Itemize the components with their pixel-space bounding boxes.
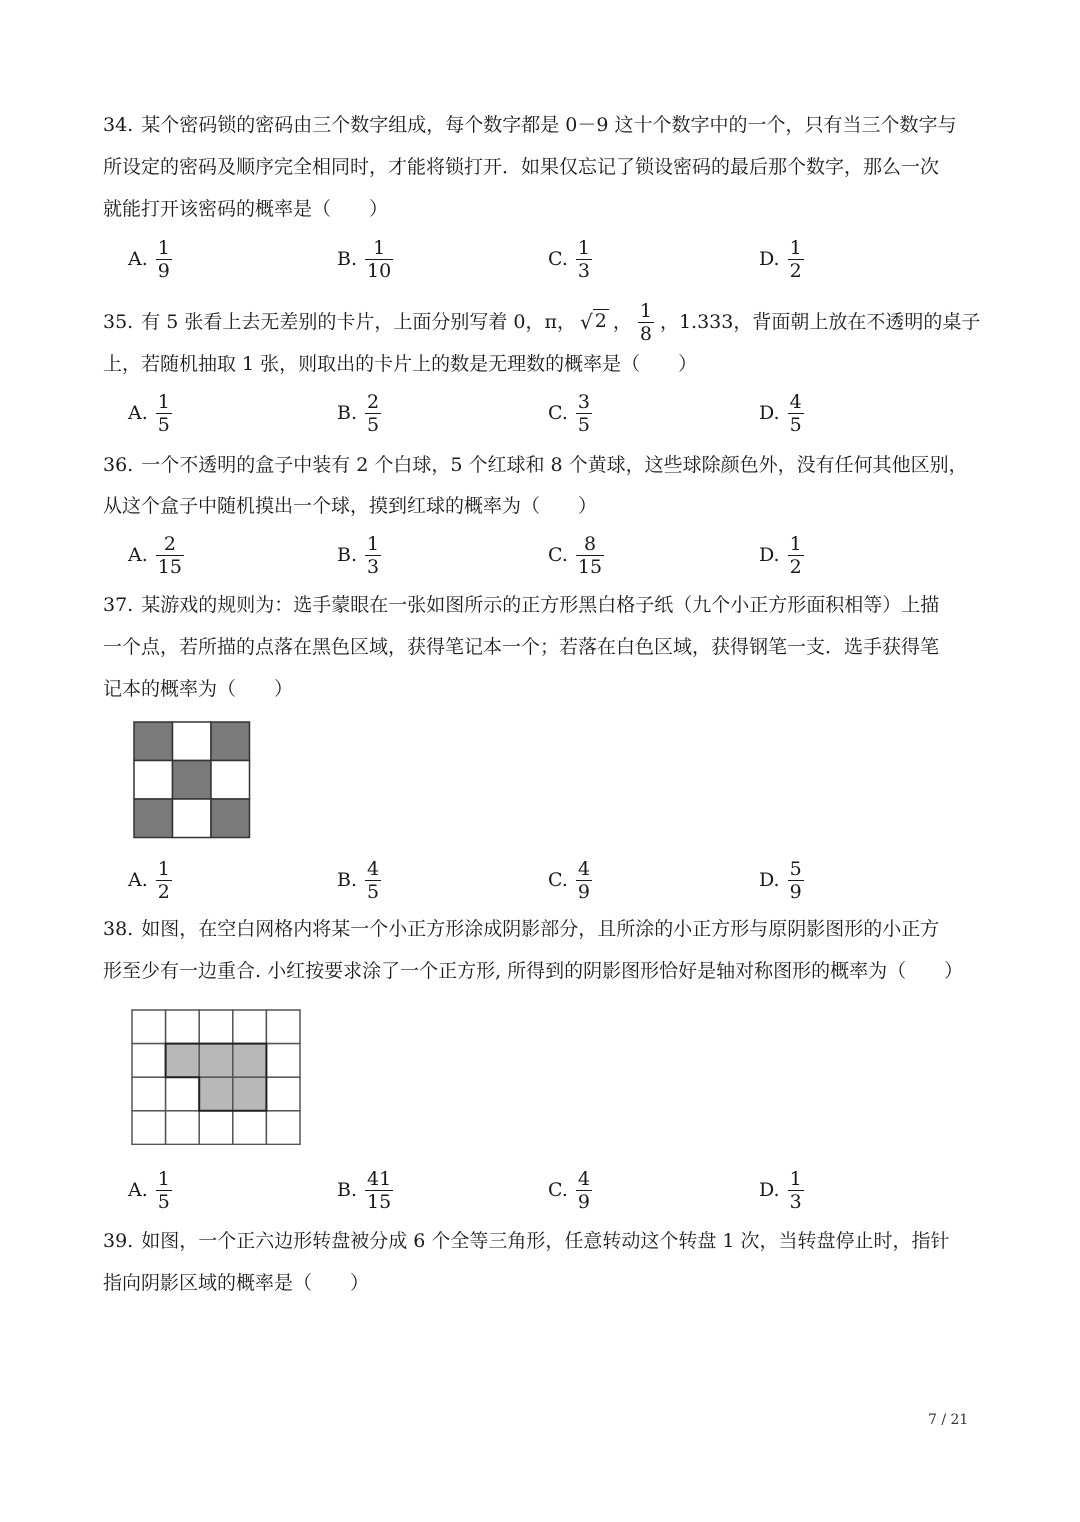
- option-label: D.: [759, 1179, 780, 1201]
- option-label: C.: [548, 544, 568, 566]
- q39-line-2: 指向阴影区域的概率是（ ）: [103, 1272, 370, 1294]
- blank-cell: [266, 1077, 300, 1111]
- option-b: [337, 234, 393, 284]
- blank-cell: [266, 1111, 300, 1145]
- option-fraction: [576, 392, 592, 435]
- blank-cell: [211, 761, 250, 800]
- option-label: D.: [759, 248, 780, 270]
- fraction-denominator: 9: [157, 259, 170, 282]
- option-fraction: [788, 534, 804, 577]
- fraction-numerator: 4: [367, 857, 380, 880]
- option-b: [337, 530, 381, 580]
- shaded-cell: [211, 722, 250, 761]
- fraction-denominator: 3: [789, 1190, 802, 1213]
- option-b: [337, 1165, 393, 1215]
- option-label: D.: [759, 544, 780, 566]
- fraction-denominator: 9: [577, 1190, 590, 1213]
- option-label: C.: [548, 869, 568, 891]
- blank-cell: [166, 1111, 200, 1145]
- q38-line-1: 38. 如图，在空白网格内将某一个小正方形涂成阴影部分，且所涂的小正方形与原阴影图形的小正方: [103, 918, 940, 940]
- q39-line-1: 39. 如图，一个正六边形转盘被分成 6 个全等三角形，任意转动这个转盘 1 次，当转盘停止时，指针: [103, 1230, 950, 1252]
- option-b: [337, 855, 381, 905]
- blank-cell: [132, 1044, 166, 1078]
- fraction-denominator: 5: [789, 413, 802, 436]
- option-label: B.: [337, 869, 358, 891]
- option-fraction: [365, 1169, 393, 1212]
- option-d: [759, 388, 804, 438]
- blank-cell: [266, 1010, 300, 1044]
- q37-line-2: 一个点，若所描的点落在黑色区域，获得笔记本一个；若落在白色区域，获得钢笔一支．选手获得笔: [103, 636, 940, 658]
- fraction-numerator: 4: [577, 857, 590, 880]
- q38-line-2: 形至少有一边重合. 小红按要求涂了一个正方形, 所得到的阴影图形恰好是轴对称图形的概率为（ ）: [103, 960, 964, 982]
- fraction-denominator: 15: [367, 1190, 392, 1213]
- fraction-numerator: 1: [789, 532, 802, 555]
- fraction-numerator: 1: [789, 1167, 802, 1190]
- fraction-denominator: 9: [577, 880, 590, 903]
- fraction-numerator: 4: [789, 390, 802, 413]
- option-c: [548, 530, 604, 580]
- fraction-numerator: 1: [577, 236, 590, 259]
- q36-line-1: 36. 一个不透明的盒子中装有 2 个白球，5 个红球和 8 个黄球，这些球除颜色外，没有任何其他区别，: [103, 454, 968, 476]
- fraction-numerator: 5: [789, 857, 802, 880]
- q36-line-2: 从这个盒子中随机摸出一个球，摸到红球的概率为（ ）: [103, 495, 598, 517]
- fraction-numerator: 4: [577, 1167, 590, 1190]
- q34-line-3: 就能打开该密码的概率是（ ）: [103, 198, 389, 220]
- q35-line-2: 上，若随机抽取 1 张，则取出的卡片上的数是无理数的概率是（ ）: [103, 353, 698, 375]
- fraction-denominator: 2: [789, 259, 802, 282]
- fraction-denominator: 5: [367, 880, 380, 903]
- fraction-denominator: 2: [789, 555, 802, 578]
- fraction-denominator: 15: [157, 555, 182, 578]
- option-label: C.: [548, 1179, 568, 1201]
- option-fraction: [156, 392, 172, 435]
- fraction-numerator: 3: [577, 390, 590, 413]
- option-a: [128, 530, 184, 580]
- fraction-denominator: 5: [157, 1190, 170, 1213]
- q38-options: [0, 1165, 1080, 1215]
- fraction-denominator: 3: [367, 555, 380, 578]
- fraction-numerator: 1: [157, 390, 170, 413]
- fraction-numerator: 1: [367, 532, 380, 555]
- blank-cell: [134, 761, 173, 800]
- option-fraction: [365, 859, 381, 902]
- option-d: [759, 1165, 804, 1215]
- option-d: [759, 530, 804, 580]
- blank-cell: [132, 1111, 166, 1145]
- option-label: B.: [337, 248, 358, 270]
- option-label: D.: [759, 402, 780, 424]
- option-fraction: [788, 238, 804, 281]
- option-label: B.: [337, 402, 358, 424]
- blank-cell: [173, 799, 212, 838]
- option-label: A.: [128, 869, 148, 891]
- option-a: [128, 1165, 172, 1215]
- fraction-numerator: 8: [583, 532, 597, 555]
- shaded-cell: [233, 1077, 267, 1111]
- option-c: [548, 234, 592, 284]
- option-label: A.: [128, 402, 148, 424]
- blank-cell: [266, 1044, 300, 1078]
- q37-number: 37.: [103, 594, 134, 616]
- fraction-denominator: 10: [367, 259, 392, 282]
- blank-cell: [132, 1077, 166, 1111]
- q35-options: [0, 388, 1080, 438]
- q37-options: [0, 855, 1080, 905]
- blank-cell: [173, 722, 212, 761]
- shaded-cell: [166, 1044, 200, 1078]
- q34-number: 34.: [103, 114, 134, 136]
- option-fraction: [788, 392, 804, 435]
- q35-line-1: 35. 有 5 张看上去无差别的卡片，上面分别写着 0，π， √ 2 ， $\frac{1}{8}$ ，1.333，背面朝上放在不透明的桌子: [103, 299, 981, 345]
- fraction-numerator: 1: [789, 236, 802, 259]
- blank-cell: [166, 1077, 200, 1111]
- option-fraction: [788, 1169, 804, 1212]
- shaded-cell: [233, 1044, 267, 1078]
- fraction-numerator: 41: [367, 1167, 392, 1190]
- option-fraction: [365, 238, 393, 281]
- shaded-cell: [134, 799, 173, 838]
- q36-number: 36.: [103, 454, 134, 476]
- option-fraction: [576, 1169, 592, 1212]
- option-label: A.: [128, 1179, 148, 1201]
- option-fraction: [156, 859, 172, 902]
- option-b: [337, 388, 381, 438]
- fraction-denominator: 5: [367, 413, 380, 436]
- option-label: A.: [128, 248, 148, 270]
- option-label: A.: [128, 544, 148, 566]
- option-a: [128, 388, 172, 438]
- option-a: [128, 855, 172, 905]
- shaded-grid-figure: [131, 1009, 302, 1145]
- shaded-cell: [199, 1077, 233, 1111]
- q34-line-1: 34. 某个密码锁的密码由三个数字组成，每个数字都是 0－9 这十个数字中的一个，只有当三个数字与: [103, 114, 957, 136]
- q36-options: [0, 530, 1080, 580]
- option-fraction: [576, 238, 592, 281]
- fraction-numerator: 1: [157, 857, 170, 880]
- option-label: D.: [759, 869, 780, 891]
- q38-number: 38.: [103, 918, 134, 940]
- q37-line-3: 记本的概率为（ ）: [103, 678, 294, 700]
- option-label: C.: [548, 402, 568, 424]
- option-label: B.: [337, 1179, 358, 1201]
- blank-cell: [199, 1010, 233, 1044]
- option-d: [759, 855, 804, 905]
- fraction-denominator: 5: [157, 413, 170, 436]
- blank-cell: [233, 1010, 267, 1044]
- fraction-one-eighth: $\frac{1}{8}$: [639, 299, 652, 345]
- fraction-denominator: 2: [157, 880, 170, 903]
- option-fraction: [156, 534, 184, 577]
- fraction-denominator: 3: [577, 259, 590, 282]
- q34-options: [0, 234, 1080, 284]
- fraction-numerator: 2: [163, 532, 176, 555]
- option-fraction: [788, 859, 804, 902]
- fraction-numerator: 1: [157, 1167, 170, 1190]
- shaded-cell: [199, 1044, 233, 1078]
- q39-number: 39.: [103, 1230, 134, 1252]
- option-a: [128, 234, 172, 284]
- fraction-denominator: 15: [577, 555, 603, 578]
- page-number: 7 / 21: [928, 1412, 969, 1428]
- fraction-denominator: 5: [577, 413, 590, 436]
- fraction-denominator: 9: [789, 880, 802, 903]
- option-c: [548, 1165, 592, 1215]
- shaded-cell: [211, 799, 250, 838]
- q35-number: 35.: [103, 311, 134, 333]
- option-c: [548, 388, 592, 438]
- option-fraction: [156, 238, 172, 281]
- q37-line-1: 37. 某游戏的规则为：选手蒙眼在一张如图所示的正方形黑白格子纸（九个小正方形面积相等）上描: [103, 594, 940, 616]
- sqrt-2: √ 2: [580, 310, 607, 334]
- shaded-cell: [173, 761, 212, 800]
- blank-cell: [199, 1111, 233, 1145]
- fraction-numerator: 2: [367, 390, 380, 413]
- fraction-numerator: 1: [373, 236, 386, 259]
- option-fraction: [365, 534, 381, 577]
- option-fraction: [156, 1169, 172, 1212]
- option-fraction: [365, 392, 381, 435]
- blank-cell: [132, 1010, 166, 1044]
- checkerboard-figure: [133, 721, 251, 839]
- fraction-numerator: 1: [157, 236, 170, 259]
- option-fraction: [576, 534, 604, 577]
- option-label: C.: [548, 248, 568, 270]
- q34-line-2: 所设定的密码及顺序完全相同时，才能将锁打开．如果仅忘记了锁设密码的最后那个数字，那么一次: [103, 156, 940, 178]
- blank-cell: [166, 1010, 200, 1044]
- option-label: B.: [337, 544, 358, 566]
- option-d: [759, 234, 804, 284]
- option-c: [548, 855, 592, 905]
- option-fraction: [576, 859, 592, 902]
- shaded-cell: [134, 722, 173, 761]
- blank-cell: [233, 1111, 267, 1145]
